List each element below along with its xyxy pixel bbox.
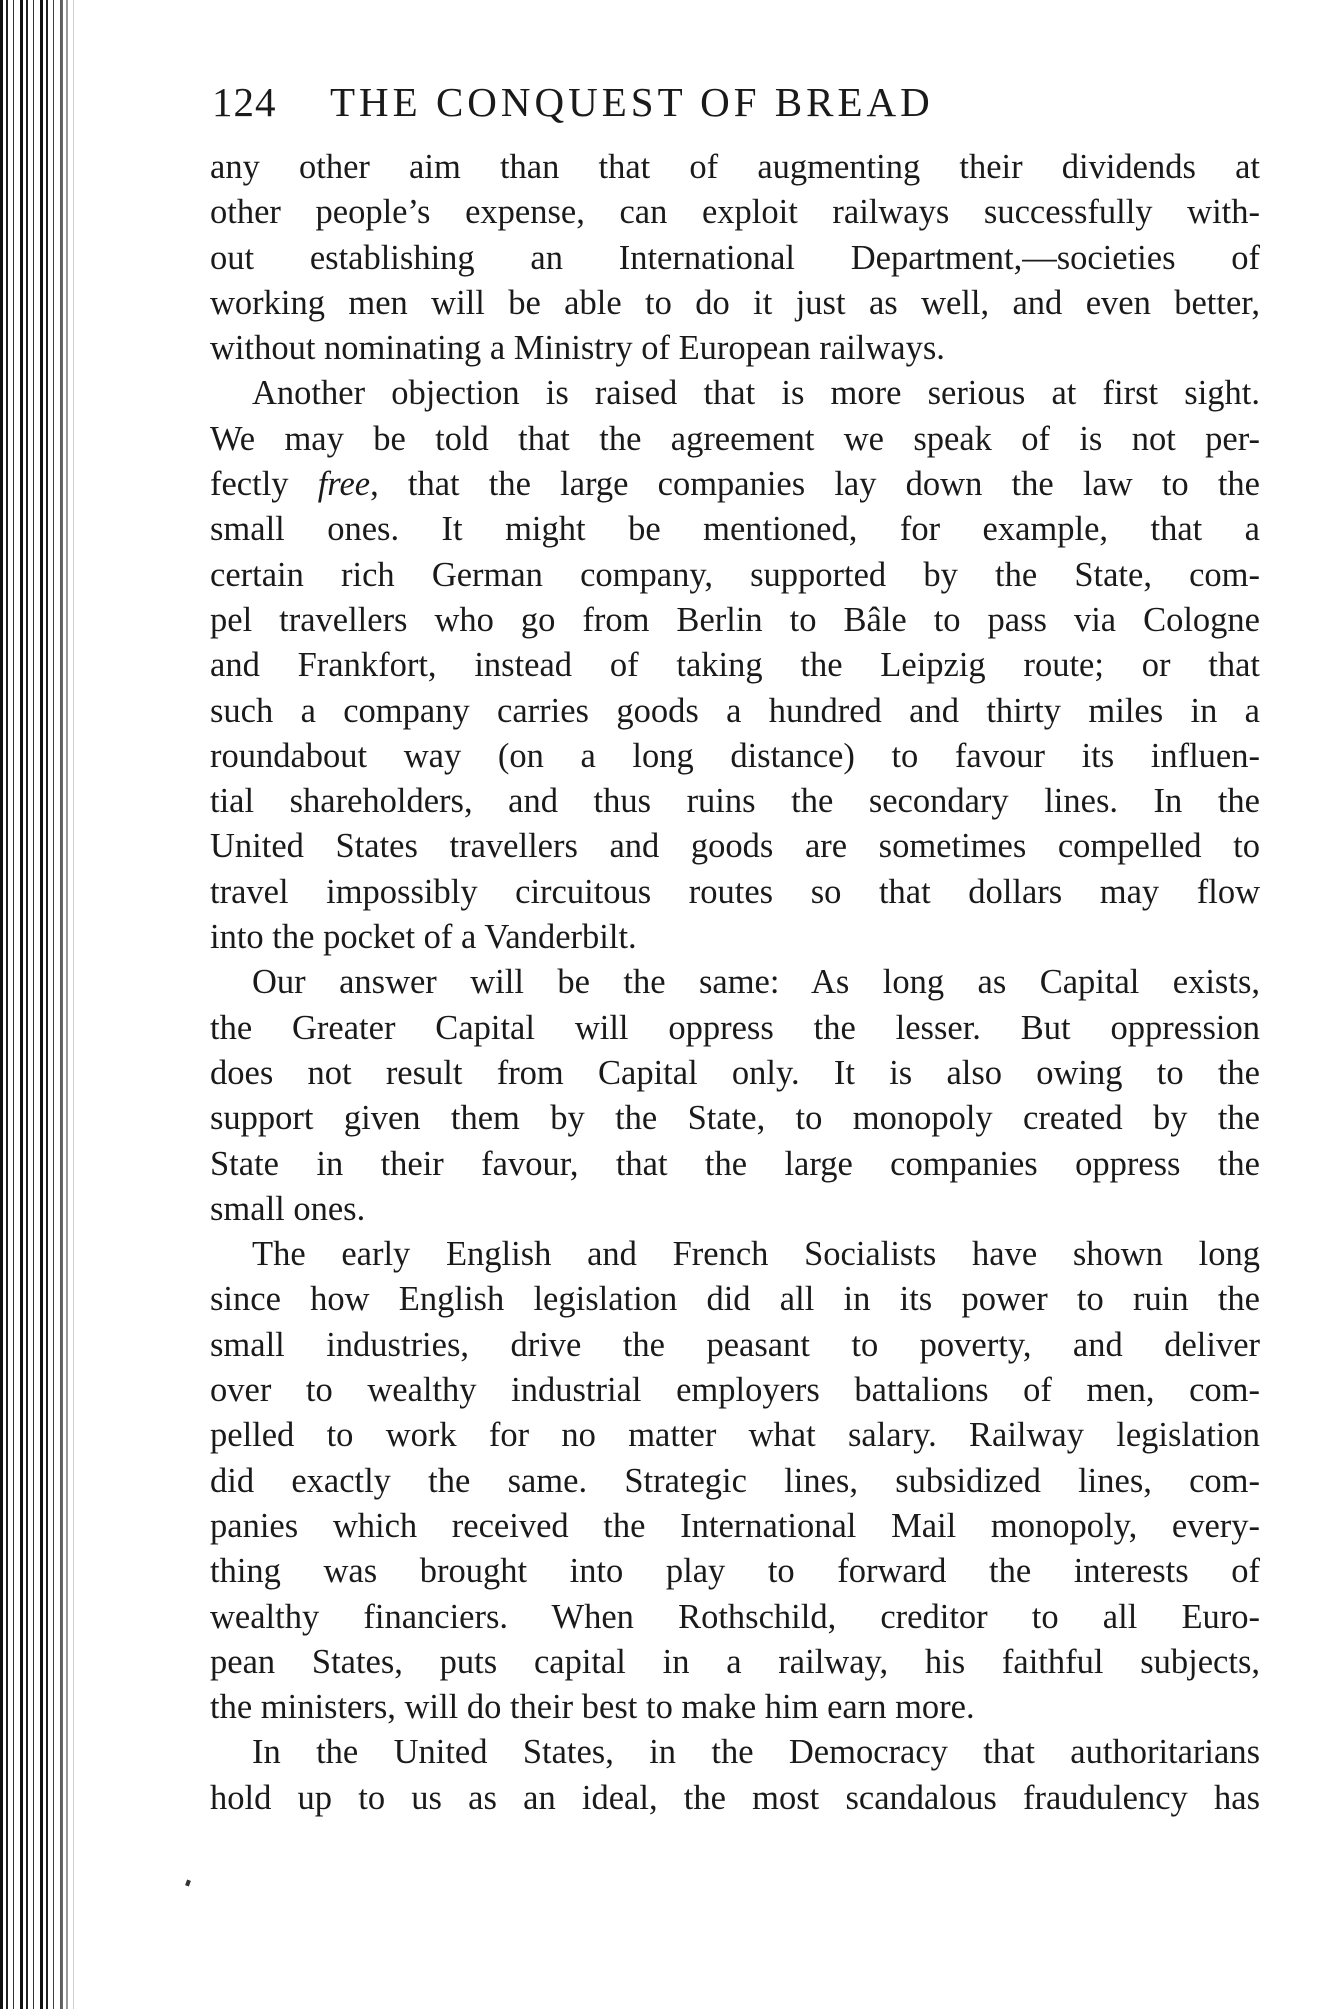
text-line: fectly free, that the large companies lay down the law to the (210, 465, 1260, 504)
text-line: small ones. (210, 1189, 366, 1228)
text-line: out establishing an International Department,—societies of (210, 238, 1260, 277)
running-title: THE CONQUEST OF BREAD (330, 79, 934, 125)
emphasis: free (317, 465, 371, 504)
text-line: any other aim than that of augmenting their dividends at (210, 148, 1260, 186)
text-line: United States travellers and goods are sometimes compelled to (210, 827, 1260, 866)
text-line: Another objection is raised that is more serious at first sight. (252, 374, 1260, 413)
text-line: panies which received the International Mail monopoly, every- (210, 1506, 1260, 1545)
running-header (212, 78, 1112, 138)
text-line: hold up to us as an ideal, the most scandalous fraudulency has (210, 1778, 1260, 1817)
text-line: such a company carries goods a hundred and thirty miles in a (210, 691, 1260, 730)
text-line: pelled to work for no matter what salary. Railway legislation (210, 1416, 1260, 1455)
text-line: into the pocket of a Vanderbilt. (210, 918, 637, 957)
text-line: small industries, drive the peasant to poverty, and deliver (210, 1325, 1260, 1364)
text-line: The early English and French Socialists have shown long (252, 1235, 1260, 1274)
text-line: without nominating a Ministry of European railways. (210, 329, 945, 368)
text-line: small ones. It might be mentioned, for example, that a (210, 510, 1260, 549)
text-line: travel impossibly circuitous routes so that dollars may flow (210, 872, 1260, 911)
gutter-shadow (52, 0, 80, 2009)
text-line: State in their favour, that the large companies oppress the (210, 1144, 1260, 1183)
text-line: Our answer will be the same: As long as Capital exists, (252, 963, 1260, 1002)
text-line: We may be told that the agreement we speak of is not per- (210, 419, 1260, 458)
text-line: tial shareholders, and thus ruins the secondary lines. In the (210, 782, 1260, 821)
text-line: the ministers, will do their best to make him earn more. (210, 1688, 975, 1727)
text-line: working men will be able to do it just as well, and even better, (210, 283, 1260, 322)
text-line: pean States, puts capital in a railway, his faithful subjects, (210, 1642, 1260, 1681)
text-line: over to wealthy industrial employers battalions of men, com- (210, 1371, 1260, 1410)
text-line: thing was brought into play to forward the interests of (210, 1552, 1260, 1591)
text-line: roundabout way (on a long distance) to favour its influen- (210, 736, 1260, 775)
text-line: support given them by the State, to monopoly created by the (210, 1099, 1260, 1138)
text-line: and Frankfort, instead of taking the Leipzig route; or that (210, 646, 1260, 685)
text-line: certain rich German company, supported by the State, com- (210, 555, 1260, 594)
text-line: wealthy financiers. When Rothschild, creditor to all Euro- (210, 1597, 1260, 1636)
text-line: other people’s expense, can exploit railways successfully with- (210, 193, 1260, 232)
body-text (210, 145, 1260, 1821)
text-line: pel travellers who go from Berlin to Bâle to pass via Cologne (210, 600, 1260, 639)
text-line: In the United States, in the Democracy that authoritarians (252, 1733, 1260, 1772)
text-line: the Greater Capital will oppress the lesser. But oppression (210, 1008, 1260, 1047)
page-number: 124 (212, 79, 277, 125)
text-line: does not result from Capital only. It is also owing to the (210, 1053, 1260, 1092)
text-line: did exactly the same. Strategic lines, subsidized lines, com- (210, 1461, 1260, 1500)
margin-mark (185, 1879, 191, 1886)
text-line: since how English legislation did all in its power to ruin the (210, 1280, 1260, 1319)
